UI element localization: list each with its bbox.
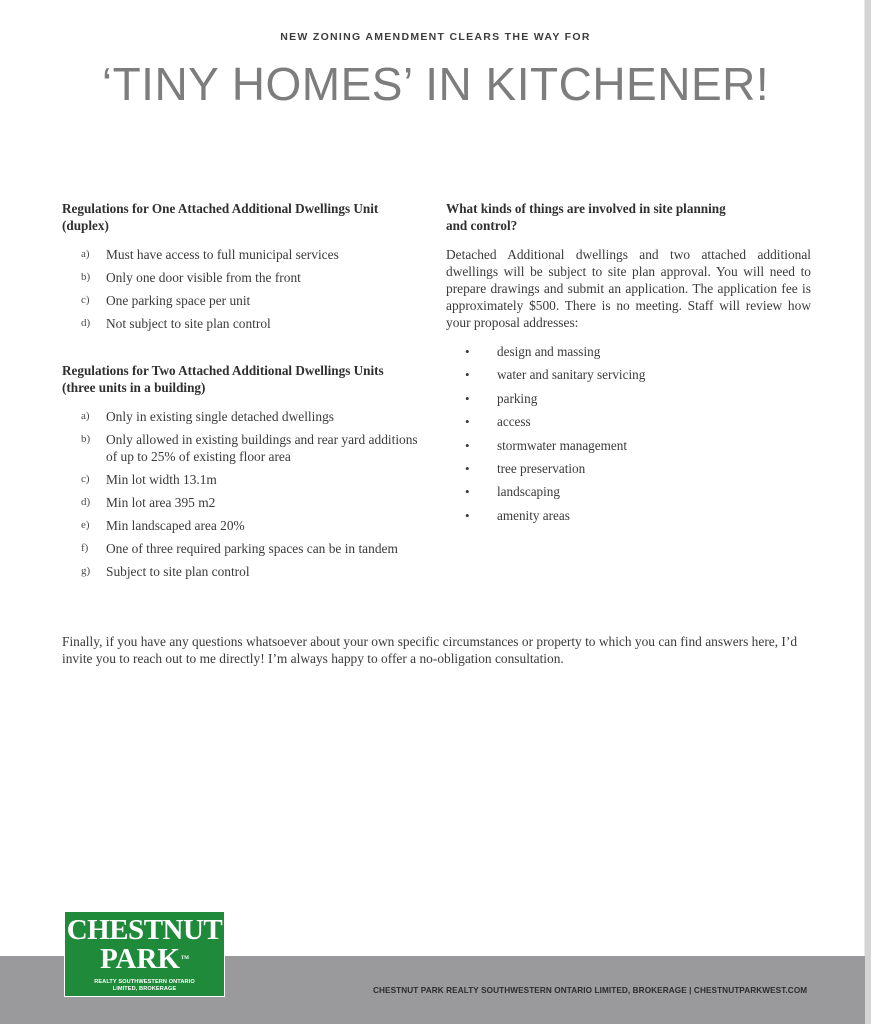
list-item-text: Subject to site plan control [106,564,250,579]
section-heading-line: Regulations for One Attached Additional Dwellings Unit [62,201,379,216]
list-item [62,292,422,309]
list-marker: e) [81,519,90,531]
list-marker: b) [81,433,91,445]
list-item-text: amenity areas [497,507,570,523]
list-item-text: Min lot width 13.1m [106,472,217,487]
logo-subline2: LIMITED, BROKERAGE [112,986,177,992]
list-item [62,471,422,488]
logo-wordmark-line1: CHESTNUT [66,914,223,946]
list-item-text: Only allowed in existing buildings and rear yard additions of up to 25% of existing floor area [106,432,418,464]
list-item-text: Only in existing single detached dwellings [106,409,334,424]
list-item [446,483,811,500]
list-item-text: One of three required parking spaces can be in tandem [106,541,398,556]
list-item [446,390,811,407]
list-item-text: Min landscaped area 20% [106,518,245,533]
page-edge-shadow [865,0,871,1024]
list-marker: d) [81,496,91,508]
list-item [62,517,422,534]
list-item-text: Min lot area 395 m2 [106,495,216,510]
section-heading-line: and control? [446,218,518,233]
list-item-text: tree preservation [497,460,586,476]
section-one-unit-heading [62,200,422,234]
list-item [62,494,422,511]
list-item [62,269,422,286]
logo-subline1: REALTY SOUTHWESTERN ONTARIO [94,979,195,985]
list-item-text: parking [497,390,538,406]
section-heading-line: What kinds of things are involved in site planning [446,201,726,216]
bullet-icon: • [465,414,470,430]
list-item [62,408,422,425]
list-marker: g) [81,565,91,577]
list-marker: b) [81,271,91,283]
page-edge-line [864,0,865,1024]
section-heading-line: (three units in a building) [62,380,206,395]
list-item-text: design and massing [497,344,601,359]
site-plan-topics-list [446,343,811,524]
logo-park-text: PARK [99,943,180,975]
bullet-icon: • [465,390,470,406]
list-item [446,437,811,454]
site-planning-heading [446,200,811,234]
list-item [62,246,422,263]
section-heading-line: (duplex) [62,218,109,233]
list-item-text: Not subject to site plan control [106,316,271,331]
list-item [62,431,422,465]
list-item [446,343,811,360]
list-item [62,540,422,557]
bullet-icon: • [465,437,470,453]
section-heading-line: Regulations for Two Attached Additional Dwellings Units [62,363,384,378]
list-item-text: Only one door visible from the front [106,270,301,285]
list-item-text: Must have access to full municipal services [106,247,339,262]
section-two-units-heading [62,362,422,396]
bullet-icon: • [465,367,470,383]
logo-wordmark-line2 [65,944,224,974]
list-item [446,413,811,430]
site-planning-paragraph: Detached Additional dwellings and two attached additional dwellings will be subject to site plan approval. You will need to prepare drawings and submit an application. The application fee is approximately $500. There is no meeting. Staff will review how your proposal addresses: [446,247,811,330]
list-item-text: access [497,414,531,430]
bullet-icon: • [465,344,470,359]
list-item [62,563,422,580]
list-marker: d) [81,317,91,329]
bullet-icon: • [465,484,470,500]
one-unit-regulations-list [62,246,422,332]
list-item [62,315,422,332]
list-item-text: water and sanitary servicing [497,367,646,383]
list-item-text: One parking space per unit [106,293,251,308]
list-marker: a) [81,248,90,260]
list-item [446,366,811,383]
page-title: ‘TINY HOMES’ IN KITCHENER! [101,58,770,110]
list-marker: a) [81,410,90,422]
two-units-regulations-list [62,408,422,580]
bullet-icon: • [465,460,470,476]
logo-trademark: TM [180,956,190,961]
right-column [446,200,811,530]
chestnut-park-logo [65,912,224,996]
list-marker: c) [81,473,90,485]
bullet-icon: • [465,507,470,523]
footer-brokerage-text: CHESTNUT PARK REALTY SOUTHWESTERN ONTARIO LIMITED, BROKERAGE | CHESTNUTPARKWEST.COM [373,986,808,995]
list-item [446,460,811,477]
list-item-text: stormwater management [497,437,627,453]
list-marker: f) [81,542,89,554]
list-marker: c) [81,294,90,306]
left-column [62,200,422,586]
closing-paragraph: Finally, if you have any questions whatsoever about your own specific circumstances or property to which you can find answers here, I’d invite you to reach out to me directly! I’m always happy to offer a no-obligation consultation. [62,634,798,666]
list-item-text: landscaping [497,484,560,500]
list-item [446,507,811,524]
headline-kicker: NEW ZONING AMENDMENT CLEARS THE WAY FOR [280,31,591,43]
